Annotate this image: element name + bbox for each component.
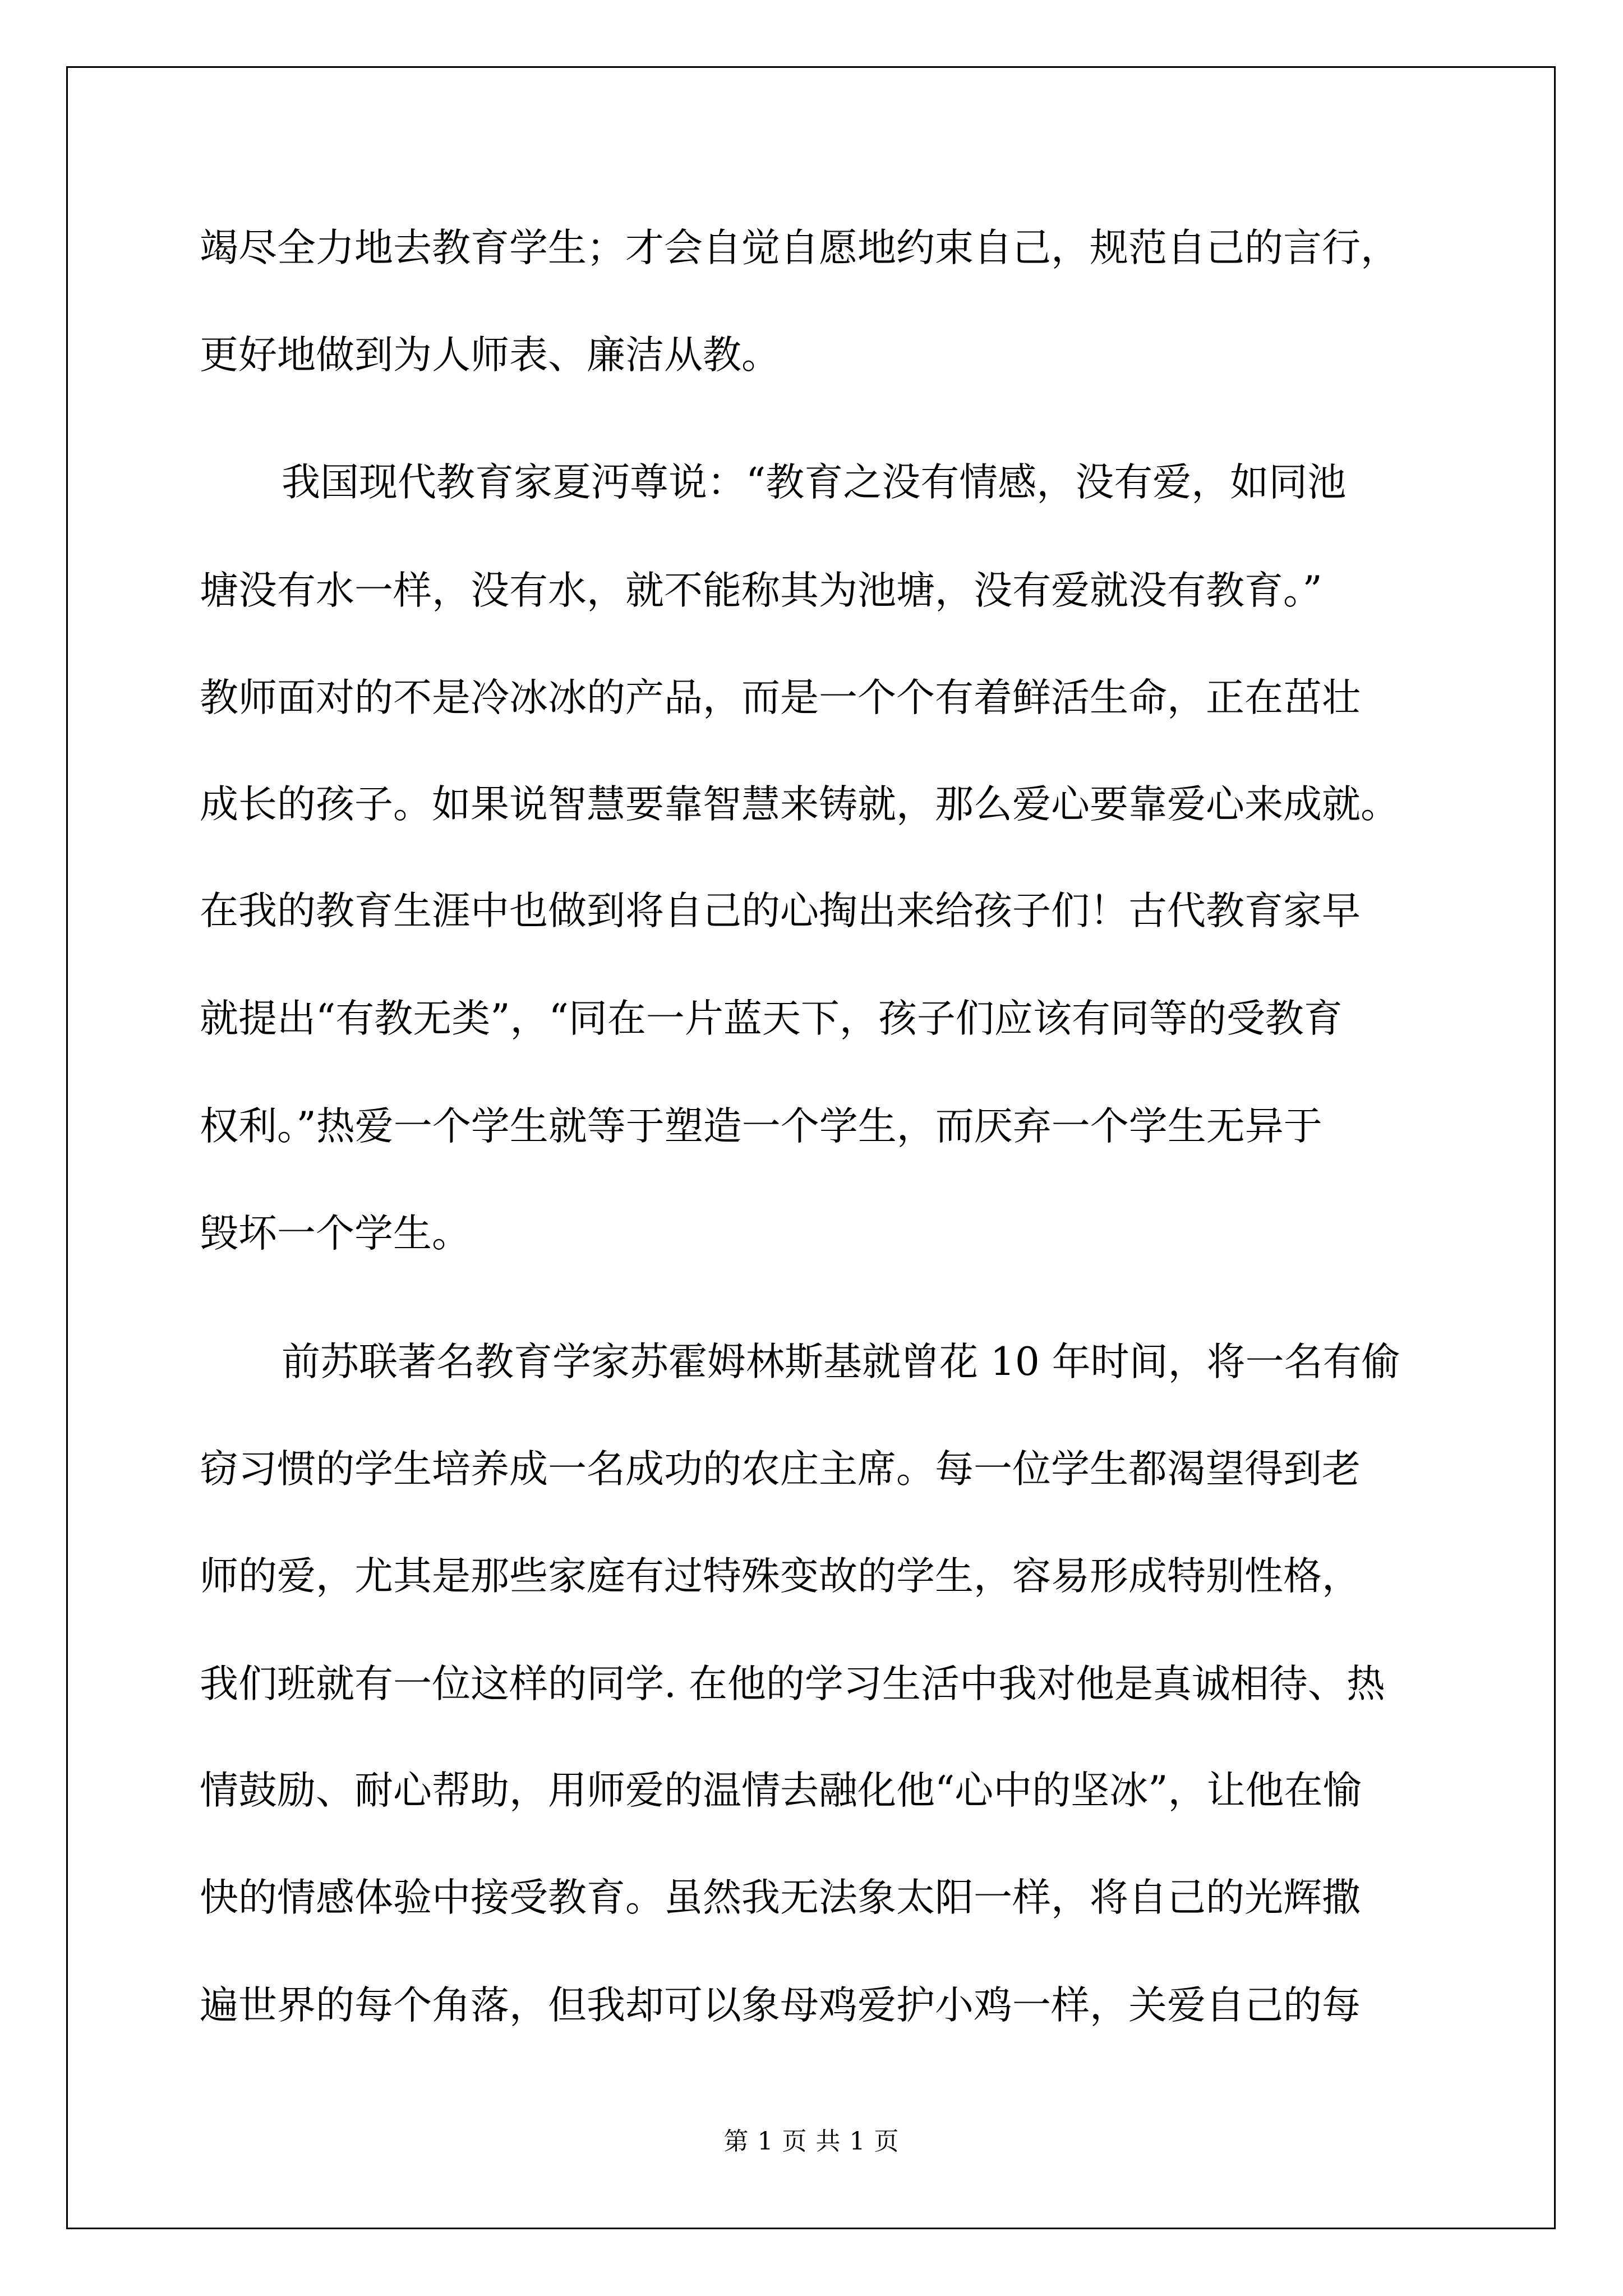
text-line: 竭尽全力地去教育学生；才会自觉自愿地约束自己，规范自己的言行， xyxy=(200,226,1399,270)
text-line: 更好地做到为人师表、廉洁从教。 xyxy=(200,333,780,378)
paragraph-first-line: 我国现代教育家夏沔尊说：“教育之没有情感，没有爱，如同池 xyxy=(282,460,1347,505)
text-line: 权利。”热爱一个学生就等于塑造一个学生，而厌弃一个学生无异于 xyxy=(200,1104,1322,1149)
text-line: 师的爱，尤其是那些家庭有过特殊变故的学生，容易形成特别性格， xyxy=(200,1554,1361,1599)
text-line: 塘没有水一样，没有水，就不能称其为池塘，没有爱就没有教育。” xyxy=(200,568,1322,613)
text-line: 成长的孩子。如果说智慧要靠智慧来铸就，那么爱心要靠爱心来成就。 xyxy=(200,782,1399,827)
text-line: 快的情感体验中接受教育。虽然我无法象太阳一样，将自己的光辉撒 xyxy=(200,1875,1361,1920)
text-line: 在我的教育生涯中也做到将自己的心掏出来给孩子们！古代教育家早 xyxy=(200,889,1361,933)
text-line: 教师面对的不是冷冰冰的产品，而是一个个有着鲜活生命，正在茁壮 xyxy=(200,675,1361,720)
text-line: 就提出“有教无类”，“同在一片蓝天下，孩子们应该有同等的受教育 xyxy=(200,996,1343,1041)
text-line: 毁坏一个学生。 xyxy=(200,1211,471,1256)
paragraph-first-line: 前苏联著名教育学家苏霍姆林斯基就曾花 10 年时间，将一名有偷 xyxy=(282,1340,1400,1384)
text-line: 情鼓励、耐心帮助，用师爱的温情去融化他“心中的坚冰”，让他在愉 xyxy=(200,1768,1362,1813)
text-line: 窃习惯的学生培养成一名成功的农庄主席。每一位学生都渴望得到老 xyxy=(200,1447,1361,1492)
text-line: 我们班就有一位这样的同学. 在他的学习生活中我对他是真诚相待、热 xyxy=(200,1662,1385,1706)
text-line: 遍世界的每个角落，但我却可以象母鸡爱护小鸡一样，关爱自己的每 xyxy=(200,1983,1361,2028)
page-footer: 第 1 页 共 1 页 xyxy=(723,2127,900,2156)
